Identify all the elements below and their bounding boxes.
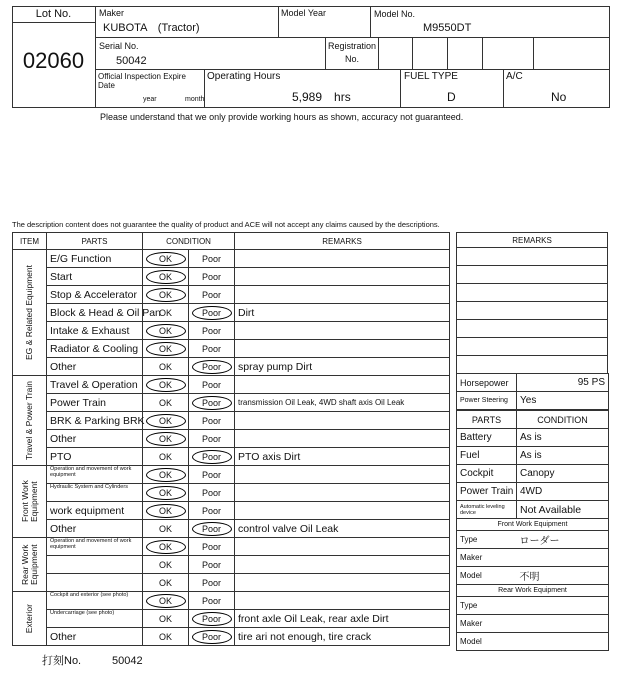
ok-mark: OK bbox=[146, 594, 186, 608]
ok-mark: OK bbox=[146, 432, 186, 446]
divider bbox=[12, 22, 95, 23]
ok-mark: OK bbox=[146, 540, 186, 554]
remark bbox=[235, 538, 450, 556]
stamp-label: 打刻No. bbox=[42, 655, 82, 667]
rear-maker-label: Maker bbox=[457, 615, 517, 633]
condition-ok-cell bbox=[143, 430, 189, 448]
serial-label: Serial No. bbox=[99, 41, 139, 51]
condition-poor-cell bbox=[189, 556, 235, 574]
item-group-label bbox=[13, 376, 47, 466]
ok-mark: OK bbox=[158, 523, 172, 534]
poor-mark: Poor bbox=[201, 379, 221, 390]
parts-value: As is bbox=[517, 429, 609, 447]
condition-poor-cell bbox=[189, 628, 235, 646]
condition-poor-cell bbox=[189, 358, 235, 376]
item-group-label bbox=[13, 538, 47, 592]
poor-mark: Poor bbox=[192, 306, 232, 320]
table-row bbox=[13, 412, 450, 430]
part-name: Hydraulic System and Cylinders bbox=[47, 484, 143, 502]
condition-ok-cell bbox=[143, 466, 189, 484]
ok-mark: OK bbox=[146, 378, 186, 392]
parts-row bbox=[457, 447, 609, 465]
condition-poor-cell bbox=[189, 538, 235, 556]
front-type-value: ローダー bbox=[517, 531, 609, 549]
remark bbox=[235, 250, 450, 268]
divider bbox=[533, 37, 534, 69]
condition-ok-cell bbox=[143, 412, 189, 430]
poor-mark: Poor bbox=[192, 612, 232, 626]
parts-row bbox=[457, 483, 609, 501]
spec-table bbox=[456, 373, 609, 410]
ok-mark: OK bbox=[146, 414, 186, 428]
remark bbox=[235, 268, 450, 286]
lot-label: Lot No. bbox=[35, 8, 72, 20]
part-name: Cockpit and exterior (see photo) bbox=[47, 592, 143, 610]
item-group-label bbox=[13, 250, 47, 376]
poor-mark: Poor bbox=[201, 343, 221, 354]
poor-mark: Poor bbox=[201, 595, 221, 606]
condition-ok-cell bbox=[143, 394, 189, 412]
table-row bbox=[13, 502, 450, 520]
divider bbox=[378, 37, 379, 69]
poor-mark: Poor bbox=[201, 289, 221, 300]
divider bbox=[325, 37, 326, 69]
leveling-value: Not Available bbox=[517, 501, 609, 519]
part-name: Operation and movement of work equipment bbox=[47, 538, 143, 556]
condition-ok-cell bbox=[143, 502, 189, 520]
remarks-blank-row bbox=[457, 284, 608, 302]
part-name: E/G Function bbox=[47, 250, 143, 268]
table-row bbox=[13, 430, 450, 448]
header-item: ITEM bbox=[13, 233, 47, 250]
poor-mark: Poor bbox=[201, 577, 221, 588]
part-name: Travel & Operation bbox=[47, 376, 143, 394]
remark bbox=[235, 574, 450, 592]
remark bbox=[235, 322, 450, 340]
poor-mark: Poor bbox=[201, 325, 221, 336]
front-type-label: Type bbox=[457, 531, 517, 549]
front-model-value: 不明 bbox=[517, 567, 609, 585]
remark bbox=[235, 556, 450, 574]
item-group-text: Travel & Power Train bbox=[24, 380, 34, 461]
parts-row bbox=[457, 429, 609, 447]
inspection-label: Official Inspection Expire Date bbox=[98, 72, 186, 90]
serial-value: 50042 bbox=[116, 55, 147, 67]
poor-mark: Poor bbox=[201, 253, 221, 264]
ac-label: A/C bbox=[506, 71, 523, 82]
parts-row bbox=[457, 465, 609, 483]
part-name: Stop & Accelerator bbox=[47, 286, 143, 304]
parts-value: Canopy bbox=[517, 465, 609, 483]
condition-table-body bbox=[13, 250, 450, 646]
divider bbox=[278, 6, 279, 37]
front-equipment-title: Front Work Equipment bbox=[457, 519, 609, 531]
condition-poor-cell bbox=[189, 340, 235, 358]
month-label: month bbox=[185, 96, 205, 103]
part-name: Block & Head & Oil Pan bbox=[47, 304, 143, 322]
remark bbox=[235, 484, 450, 502]
condition-poor-cell bbox=[189, 304, 235, 322]
parts-value: As is bbox=[517, 447, 609, 465]
part-name: Other bbox=[47, 430, 143, 448]
table-row bbox=[13, 466, 450, 484]
part-name: Radiator & Cooling bbox=[47, 340, 143, 358]
table-row bbox=[13, 556, 450, 574]
maker-value: KUBOTA (Tractor) bbox=[103, 22, 200, 34]
divider bbox=[482, 37, 483, 69]
condition-poor-cell bbox=[189, 574, 235, 592]
condition-poor-cell bbox=[189, 610, 235, 628]
lot-number: 02060 bbox=[22, 48, 85, 73]
condition-poor-cell bbox=[189, 250, 235, 268]
right-remarks-table bbox=[456, 232, 608, 374]
poor-mark: Poor bbox=[192, 522, 232, 536]
condition-poor-cell bbox=[189, 394, 235, 412]
table-row bbox=[13, 538, 450, 556]
ok-mark: OK bbox=[158, 631, 172, 642]
table-header-row bbox=[13, 233, 450, 250]
condition-poor-cell bbox=[189, 322, 235, 340]
rear-model-value bbox=[517, 633, 609, 651]
remarks-blank-row bbox=[457, 302, 608, 320]
remark: spray pump Dirt bbox=[235, 358, 450, 376]
remark: transmission Oil Leak, 4WD shaft axis Oil Leak bbox=[235, 394, 450, 412]
remark bbox=[235, 286, 450, 304]
item-group-text: EG & Related Equipment bbox=[24, 265, 34, 360]
condition-poor-cell bbox=[189, 286, 235, 304]
table-row bbox=[13, 592, 450, 610]
condition-poor-cell bbox=[189, 484, 235, 502]
parts-value: 4WD bbox=[517, 483, 609, 501]
divider bbox=[400, 69, 401, 108]
parts-name: Cockpit bbox=[457, 465, 517, 483]
condition-poor-cell bbox=[189, 430, 235, 448]
ok-mark: OK bbox=[146, 468, 186, 482]
condition-ok-cell bbox=[143, 376, 189, 394]
poor-mark: Poor bbox=[201, 433, 221, 444]
divider bbox=[95, 69, 610, 70]
condition-poor-cell bbox=[189, 520, 235, 538]
ok-mark: OK bbox=[146, 504, 186, 518]
leveling-label: Automatic leveling device bbox=[457, 501, 517, 519]
rear-type-value bbox=[517, 597, 609, 615]
horsepower-value: 95 PS bbox=[517, 374, 609, 392]
part-name: Power Train bbox=[47, 394, 143, 412]
part-name: Start bbox=[47, 268, 143, 286]
parts-col-header: PARTS bbox=[457, 411, 517, 429]
condition-ok-cell bbox=[143, 592, 189, 610]
remark: tire ari not enough, tire crack bbox=[235, 628, 450, 646]
condition-poor-cell bbox=[189, 502, 235, 520]
poor-mark: Poor bbox=[201, 469, 221, 480]
rear-maker-value bbox=[517, 615, 609, 633]
parts-name: Battery bbox=[457, 429, 517, 447]
part-name: BRK & Parking BRK bbox=[47, 412, 143, 430]
remark bbox=[235, 466, 450, 484]
steering-label: Power Steering bbox=[457, 392, 517, 410]
part-name: Operation and movement of work equipment bbox=[47, 466, 143, 484]
table-row bbox=[13, 304, 450, 322]
part-name: work equipment bbox=[47, 502, 143, 520]
part-name: Other bbox=[47, 520, 143, 538]
remark bbox=[235, 592, 450, 610]
ok-mark: OK bbox=[158, 361, 172, 372]
condition-ok-cell bbox=[143, 610, 189, 628]
item-group-text: Exterior bbox=[24, 603, 34, 634]
rear-equipment-title: Rear Work Equipment bbox=[457, 585, 609, 597]
ok-mark: OK bbox=[158, 451, 172, 462]
divider bbox=[447, 37, 448, 69]
model-no-value: M9550DT bbox=[423, 22, 472, 34]
remark bbox=[235, 340, 450, 358]
part-name: Undercarriage (see photo) bbox=[47, 610, 143, 628]
fuel-value: D bbox=[447, 90, 456, 104]
condition-ok-cell bbox=[143, 484, 189, 502]
condition-ok-cell bbox=[143, 628, 189, 646]
item-group-label bbox=[13, 592, 47, 646]
divider bbox=[370, 6, 371, 37]
condition-poor-cell bbox=[189, 412, 235, 430]
front-maker-label: Maker bbox=[457, 549, 517, 567]
condition-ok-cell bbox=[143, 250, 189, 268]
parts-condition-body bbox=[457, 429, 609, 501]
poor-mark: Poor bbox=[192, 360, 232, 374]
poor-mark: Poor bbox=[201, 559, 221, 570]
remark bbox=[235, 502, 450, 520]
remark: control valve Oil Leak bbox=[235, 520, 450, 538]
condition-poor-cell bbox=[189, 268, 235, 286]
ac-value: No bbox=[551, 90, 567, 104]
divider bbox=[503, 69, 504, 108]
remark bbox=[235, 376, 450, 394]
fuel-label: FUEL TYPE bbox=[404, 71, 458, 82]
condition-ok-cell bbox=[143, 574, 189, 592]
front-maker-value bbox=[517, 549, 609, 567]
parts-condition-table bbox=[456, 410, 609, 501]
condition-poor-cell bbox=[189, 376, 235, 394]
part-name bbox=[47, 556, 143, 574]
condition-col-header: CONDITION bbox=[517, 411, 609, 429]
poor-mark: Poor bbox=[201, 271, 221, 282]
condition-ok-cell bbox=[143, 322, 189, 340]
ok-mark: OK bbox=[158, 307, 172, 318]
model-year-label: Model Year bbox=[281, 8, 327, 18]
hours-note: Please understand that we only provide working hours as shown, accuracy not guaranteed. bbox=[100, 112, 464, 122]
remark bbox=[235, 430, 450, 448]
table-row bbox=[13, 628, 450, 646]
table-row bbox=[13, 484, 450, 502]
remarks-blank-row bbox=[457, 356, 608, 374]
table-row bbox=[13, 286, 450, 304]
remarks-blank-row bbox=[457, 248, 608, 266]
ok-mark: OK bbox=[146, 288, 186, 302]
remarks-blank-row bbox=[457, 320, 608, 338]
table-row bbox=[13, 610, 450, 628]
table-row bbox=[13, 376, 450, 394]
registration-label: Registration No. bbox=[328, 41, 377, 64]
condition-table bbox=[12, 232, 450, 646]
table-row bbox=[13, 268, 450, 286]
ok-mark: OK bbox=[158, 559, 172, 570]
remark: front axle Oil Leak, rear axle Dirt bbox=[235, 610, 450, 628]
right-remarks-header: REMARKS bbox=[457, 233, 608, 248]
condition-ok-cell bbox=[143, 304, 189, 322]
table-row bbox=[13, 358, 450, 376]
remark: PTO axis Dirt bbox=[235, 448, 450, 466]
disclaimer: The description content does not guarantee the quality of product and ACE will not accept any claims caused by the descriptions. bbox=[12, 220, 440, 229]
divider bbox=[95, 37, 610, 38]
remarks-blank-row bbox=[457, 266, 608, 284]
condition-ok-cell bbox=[143, 448, 189, 466]
ok-mark: OK bbox=[146, 270, 186, 284]
table-row bbox=[13, 340, 450, 358]
condition-ok-cell bbox=[143, 286, 189, 304]
horsepower-label: Horsepower bbox=[457, 374, 517, 392]
part-name: Other bbox=[47, 358, 143, 376]
remark bbox=[235, 412, 450, 430]
poor-mark: Poor bbox=[192, 630, 232, 644]
table-row bbox=[13, 322, 450, 340]
condition-ok-cell bbox=[143, 340, 189, 358]
divider bbox=[412, 37, 413, 69]
hours-value: 5,989 hrs bbox=[292, 90, 351, 104]
table-row bbox=[13, 520, 450, 538]
header-remarks: REMARKS bbox=[235, 233, 450, 250]
condition-ok-cell bbox=[143, 358, 189, 376]
part-name: Intake & Exhaust bbox=[47, 322, 143, 340]
parts-name: Power Train bbox=[457, 483, 517, 501]
divider bbox=[95, 6, 96, 108]
item-group-text: Front Work Equipment bbox=[19, 480, 39, 523]
part-name: Other bbox=[47, 628, 143, 646]
condition-ok-cell bbox=[143, 520, 189, 538]
parts-name: Fuel bbox=[457, 447, 517, 465]
item-group-text: Rear Work Equipment bbox=[19, 544, 39, 585]
remark: Dirt bbox=[235, 304, 450, 322]
condition-poor-cell bbox=[189, 448, 235, 466]
header-condition: CONDITION bbox=[143, 233, 235, 250]
table-row bbox=[13, 394, 450, 412]
rear-model-label: Model bbox=[457, 633, 517, 651]
poor-mark: Poor bbox=[201, 487, 221, 498]
ok-mark: OK bbox=[158, 577, 172, 588]
year-label: year bbox=[143, 96, 157, 103]
steering-value: Yes bbox=[517, 392, 609, 410]
ok-mark: OK bbox=[146, 324, 186, 338]
poor-mark: Poor bbox=[192, 450, 232, 464]
part-name bbox=[47, 574, 143, 592]
hours-label: Operating Hours bbox=[207, 71, 281, 82]
model-no-label: Model No. bbox=[374, 9, 416, 19]
header-parts: PARTS bbox=[47, 233, 143, 250]
table-row bbox=[13, 448, 450, 466]
ok-mark: OK bbox=[158, 397, 172, 408]
condition-ok-cell bbox=[143, 556, 189, 574]
poor-mark: Poor bbox=[201, 505, 221, 516]
remarks-blank-row bbox=[457, 338, 608, 356]
ok-mark: OK bbox=[158, 613, 172, 624]
condition-poor-cell bbox=[189, 592, 235, 610]
maker-label: Maker bbox=[99, 8, 125, 18]
ok-mark: OK bbox=[146, 252, 186, 266]
rear-type-label: Type bbox=[457, 597, 517, 615]
condition-poor-cell bbox=[189, 466, 235, 484]
table-row bbox=[13, 250, 450, 268]
condition-ok-cell bbox=[143, 268, 189, 286]
ok-mark: OK bbox=[146, 486, 186, 500]
equipment-table bbox=[456, 500, 609, 651]
poor-mark: Poor bbox=[201, 541, 221, 552]
part-name: PTO bbox=[47, 448, 143, 466]
front-model-label: Model bbox=[457, 567, 517, 585]
item-group-label bbox=[13, 466, 47, 538]
poor-mark: Poor bbox=[192, 396, 232, 410]
stamp-value: 50042 bbox=[112, 655, 143, 667]
condition-ok-cell bbox=[143, 538, 189, 556]
ok-mark: OK bbox=[146, 342, 186, 356]
poor-mark: Poor bbox=[201, 415, 221, 426]
table-row bbox=[13, 574, 450, 592]
